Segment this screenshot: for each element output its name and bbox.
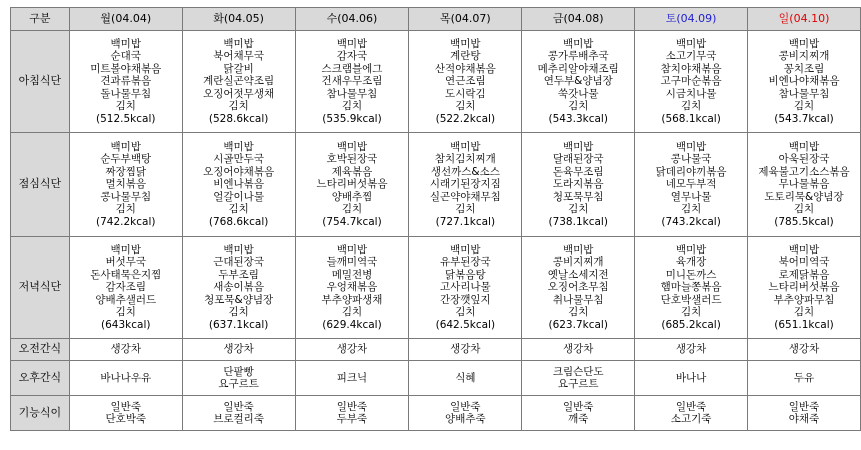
menu-item: (768.6kcal) bbox=[208, 215, 269, 228]
menu-cell-sat bbox=[635, 133, 748, 237]
menu-item: 간장깻잎지 bbox=[439, 293, 491, 306]
menu-item: 김치 bbox=[228, 306, 249, 319]
menu-item: 김치 bbox=[793, 306, 815, 319]
menu-item: 호박된장국 bbox=[326, 153, 378, 166]
menu-item: 백미밥 bbox=[562, 37, 594, 50]
menu-item: 스크램블에그 bbox=[321, 62, 383, 75]
menu-item: 소고기무국 bbox=[665, 50, 717, 63]
menu-item: 우엉채볶음 bbox=[326, 281, 378, 294]
menu-item: 김치 bbox=[455, 203, 476, 216]
menu-item: 닭볶음탕 bbox=[445, 268, 486, 281]
menu-item: 근대된장국 bbox=[213, 256, 264, 269]
menu-item: 김치 bbox=[680, 203, 702, 216]
menu-item: 감자국 bbox=[336, 50, 368, 63]
menu-item: (512.5kcal) bbox=[96, 112, 156, 125]
day-header-wed: 수(04.06) bbox=[295, 8, 409, 31]
menu-item: (738.1kcal) bbox=[548, 215, 608, 228]
menu-item: (785.5kcal) bbox=[774, 215, 834, 228]
menu-item: 부추양파생채 bbox=[321, 293, 383, 306]
menu-item: 고구마순볶음 bbox=[660, 75, 722, 88]
menu-cell-mon bbox=[69, 31, 182, 133]
menu-cell-sun bbox=[748, 31, 861, 133]
menu-cell-thu bbox=[409, 31, 522, 133]
menu-item: 네모두부적 bbox=[665, 178, 717, 191]
menu-item: 단호박죽 bbox=[105, 413, 147, 425]
menu-item: 돈육무조림 bbox=[552, 165, 604, 178]
menu-item: 요구르트 bbox=[557, 378, 599, 390]
menu-item: 메추리알야채조림 bbox=[537, 62, 619, 75]
menu-item: 연두부&양념장 bbox=[543, 75, 613, 88]
menu-item: 브로컬리죽 bbox=[213, 413, 264, 425]
menu-item: 실곤약야채무침 bbox=[429, 190, 501, 203]
menu-item: (543.7kcal) bbox=[774, 112, 834, 125]
menu-item: 취나물무침 bbox=[552, 293, 604, 306]
menu-item: 일반죽 bbox=[675, 400, 707, 413]
menu-item: 비엔나야채볶음 bbox=[768, 75, 840, 88]
menu-item: 양배추샐러드 bbox=[95, 293, 157, 306]
menu-item: 김치 bbox=[455, 100, 476, 113]
menu-item: (642.5kcal) bbox=[435, 318, 496, 331]
menu-cell-wed bbox=[295, 237, 409, 339]
menu-item: 순두부백탕 bbox=[100, 153, 152, 166]
menu-item: 백미밥 bbox=[336, 37, 368, 50]
menu-item: 바나나 bbox=[675, 371, 707, 384]
menu-item: 백미밥 bbox=[675, 37, 707, 50]
menu-item: 북어미역국 bbox=[778, 256, 830, 269]
menu-item: 피크닉 bbox=[336, 371, 368, 384]
menu-item: 요구르트 bbox=[218, 378, 259, 390]
menu-item: 김치 bbox=[568, 203, 589, 216]
menu-item: 김치 bbox=[568, 100, 589, 113]
menu-item: 생강차 bbox=[223, 343, 254, 356]
menu-item: 오징어야채볶음 bbox=[203, 165, 275, 178]
menu-cell-sat bbox=[635, 339, 748, 361]
menu-cell-tue bbox=[182, 237, 295, 339]
menu-item: 건새우무조림 bbox=[321, 75, 383, 88]
menu-item: 아욱된장국 bbox=[778, 153, 830, 166]
menu-item: 연근조림 bbox=[445, 75, 486, 88]
menu-item: 백미밥 bbox=[562, 243, 594, 256]
menu-cell-sun bbox=[748, 133, 861, 237]
menu-item: 일반죽 bbox=[450, 400, 481, 413]
morning-snack-row bbox=[11, 339, 861, 361]
menu-item: 김치 bbox=[568, 306, 589, 319]
menu-item: (543.3kcal) bbox=[548, 112, 608, 125]
menu-item: 짜장찜닭 bbox=[105, 165, 147, 178]
menu-cell-tue bbox=[182, 133, 295, 237]
menu-item: 멸치볶음 bbox=[105, 178, 147, 191]
menu-item: 감자조림 bbox=[105, 281, 147, 294]
day-header-sat: 토(04.09) bbox=[635, 8, 748, 31]
menu-item: 콩나물국 bbox=[670, 153, 712, 166]
menu-item: 바나나우유 bbox=[100, 371, 152, 384]
menu-item: 백미밥 bbox=[788, 140, 820, 153]
menu-item: 생강차 bbox=[110, 343, 141, 356]
menu-cell-fri bbox=[522, 133, 635, 237]
menu-item: 크림슨단도 bbox=[552, 365, 604, 378]
menu-cell-sun bbox=[748, 339, 861, 361]
menu-cell-sat bbox=[635, 396, 748, 431]
menu-item: 김치 bbox=[115, 306, 136, 319]
menu-item: 콩가루배추국 bbox=[547, 50, 609, 63]
menu-item: 제육불고기소스볶음 bbox=[758, 165, 850, 178]
menu-item: 김치 bbox=[341, 100, 363, 113]
menu-cell-mon bbox=[69, 396, 182, 431]
menu-item: 야채죽 bbox=[788, 413, 820, 425]
menu-item: 생강차 bbox=[675, 343, 707, 356]
menu-item: 메밀전병 bbox=[331, 268, 373, 281]
menu-item: 참나물무침 bbox=[326, 87, 378, 100]
menu-cell-mon bbox=[69, 237, 182, 339]
menu-item: 일반죽 bbox=[110, 400, 141, 413]
menu-item: 일반죽 bbox=[562, 400, 594, 413]
menu-item: 육개장 bbox=[675, 256, 707, 269]
menu-item: 견과류볶음 bbox=[100, 75, 152, 88]
menu-item: 유부된장국 bbox=[439, 256, 491, 269]
menu-item: 김치 bbox=[228, 203, 249, 216]
menu-item: 도라지볶음 bbox=[552, 178, 604, 191]
day-header-mon: 월(04.04) bbox=[69, 8, 182, 31]
menu-cell-mon bbox=[69, 339, 182, 361]
menu-item: 김치 bbox=[341, 203, 363, 216]
menu-item: 백미밥 bbox=[450, 243, 481, 256]
menu-item: 도시락김 bbox=[445, 87, 486, 100]
menu-cell-fri bbox=[522, 339, 635, 361]
menu-cell-wed bbox=[295, 31, 409, 133]
menu-item: 김치 bbox=[680, 306, 702, 319]
menu-item: 김치 bbox=[680, 100, 702, 113]
menu-item: 김치 bbox=[793, 100, 815, 113]
menu-item: 김치 bbox=[341, 306, 363, 319]
menu-item: 닭갈비 bbox=[223, 62, 254, 75]
menu-item: (643kcal) bbox=[101, 318, 151, 331]
menu-item: 두부조림 bbox=[218, 268, 259, 281]
menu-item: 백미밥 bbox=[110, 140, 141, 153]
menu-item: 햄마늘쫑볶음 bbox=[660, 281, 722, 294]
menu-item: 백미밥 bbox=[223, 37, 254, 50]
menu-cell-wed bbox=[295, 133, 409, 237]
menu-item: 백미밥 bbox=[788, 243, 820, 256]
row-label: 점심식단 bbox=[11, 133, 70, 237]
menu-item: 백미밥 bbox=[450, 140, 481, 153]
menu-item: (528.6kcal) bbox=[208, 112, 269, 125]
menu-item: 단호박샐러드 bbox=[660, 293, 722, 306]
menu-item: 새송이볶음 bbox=[213, 281, 264, 294]
menu-item: 산적야채볶음 bbox=[434, 62, 496, 75]
menu-item: 열무나물 bbox=[670, 190, 712, 203]
menu-item: 백미밥 bbox=[336, 140, 368, 153]
menu-item: (743.2kcal) bbox=[661, 215, 721, 228]
menu-item: 단팥빵 bbox=[223, 365, 254, 378]
menu-item: 북어채무국 bbox=[213, 50, 264, 63]
menu-cell-sat bbox=[635, 31, 748, 133]
menu-item: 무나물볶음 bbox=[778, 178, 830, 191]
menu-item: 백미밥 bbox=[110, 37, 141, 50]
menu-item: 김치 bbox=[793, 203, 815, 216]
row-label: 오후간식 bbox=[11, 361, 70, 396]
menu-item: 쑥갓나물 bbox=[557, 87, 599, 100]
menu-cell-fri bbox=[522, 31, 635, 133]
menu-item: 꽁치조림 bbox=[783, 62, 825, 75]
menu-item: 고사리나물 bbox=[439, 281, 491, 294]
menu-item: 김치 bbox=[455, 306, 476, 319]
menu-item: 김치 bbox=[115, 203, 136, 216]
day-header-tue: 화(04.05) bbox=[182, 8, 295, 31]
menu-item: 콩나물무침 bbox=[100, 190, 152, 203]
menu-item: 청포묵&양념장 bbox=[204, 293, 274, 306]
menu-item: 순대국 bbox=[110, 50, 141, 63]
menu-item: (535.9kcal) bbox=[322, 112, 382, 125]
day-header-fri: 금(04.08) bbox=[522, 8, 635, 31]
menu-cell-tue bbox=[182, 31, 295, 133]
menu-item: 계란탕 bbox=[450, 50, 481, 63]
menu-item: 생강차 bbox=[336, 343, 368, 356]
menu-item: 계란실곤약조림 bbox=[203, 75, 275, 88]
menu-item: 깨죽 bbox=[568, 413, 589, 425]
menu-item: 생강차 bbox=[450, 343, 481, 356]
menu-item: 일반죽 bbox=[223, 400, 254, 413]
menu-item: (637.1kcal) bbox=[208, 318, 269, 331]
menu-item: 청포묵무침 bbox=[552, 190, 604, 203]
menu-item: 백미밥 bbox=[562, 140, 594, 153]
menu-item: (629.4kcal) bbox=[322, 318, 382, 331]
menu-item: 얼갈이나물 bbox=[213, 190, 264, 203]
menu-item: 백미밥 bbox=[675, 140, 707, 153]
menu-cell-tue bbox=[182, 396, 295, 431]
menu-cell-wed bbox=[295, 396, 409, 431]
row-label: 오전간식 bbox=[11, 339, 70, 361]
dinner-row bbox=[11, 237, 861, 339]
menu-item: 미트볼야채볶음 bbox=[90, 62, 162, 75]
menu-item: 백미밥 bbox=[336, 243, 368, 256]
menu-item: 백미밥 bbox=[788, 37, 820, 50]
category-header: 구분 bbox=[11, 8, 70, 31]
menu-item: 백미밥 bbox=[223, 243, 254, 256]
row-label: 아침식단 bbox=[11, 31, 70, 133]
menu-cell-mon bbox=[69, 133, 182, 237]
meal-table-body bbox=[11, 31, 861, 431]
menu-item: (522.2kcal) bbox=[435, 112, 496, 125]
menu-item: 달래된장국 bbox=[552, 153, 604, 166]
menu-item: (651.1kcal) bbox=[774, 318, 834, 331]
menu-item: 백미밥 bbox=[223, 140, 254, 153]
day-header-sun: 일(04.10) bbox=[748, 8, 861, 31]
menu-cell-thu bbox=[409, 339, 522, 361]
menu-cell-sun bbox=[748, 237, 861, 339]
weekly-meal-table bbox=[10, 7, 861, 431]
menu-cell-sun bbox=[748, 361, 861, 396]
menu-item: 돈사태묵은지찜 bbox=[90, 268, 162, 281]
menu-cell-fri bbox=[522, 361, 635, 396]
menu-item: 오징어젓무생채 bbox=[203, 87, 275, 100]
menu-item: 닭데리야끼볶음 bbox=[655, 165, 727, 178]
menu-item: (742.2kcal) bbox=[96, 215, 156, 228]
menu-item: 양배추찜 bbox=[331, 190, 373, 203]
menu-item: 참치야채볶음 bbox=[660, 62, 722, 75]
menu-cell-wed bbox=[295, 361, 409, 396]
menu-cell-tue bbox=[182, 339, 295, 361]
menu-item: 소고기죽 bbox=[670, 413, 712, 425]
menu-cell-thu bbox=[409, 361, 522, 396]
lunch-row bbox=[11, 133, 861, 237]
menu-item: 양배추죽 bbox=[445, 413, 486, 425]
menu-item: 시골만두국 bbox=[213, 153, 264, 166]
menu-item: (727.1kcal) bbox=[435, 215, 496, 228]
menu-cell-thu bbox=[409, 396, 522, 431]
menu-item: 일반죽 bbox=[336, 400, 368, 413]
menu-item: 돌나물무침 bbox=[100, 87, 152, 100]
row-label: 저녁식단 bbox=[11, 237, 70, 339]
menu-item: 생선까스&소스 bbox=[430, 165, 500, 178]
menu-item: 생강차 bbox=[562, 343, 594, 356]
menu-item: 시래기된장지짐 bbox=[429, 178, 501, 191]
menu-item: 일반죽 bbox=[788, 400, 820, 413]
menu-item: 두부죽 bbox=[336, 413, 368, 425]
menu-item: (685.2kcal) bbox=[661, 318, 721, 331]
menu-cell-tue bbox=[182, 361, 295, 396]
menu-item: 도토리묵&양념장 bbox=[764, 190, 844, 203]
header-row bbox=[11, 8, 861, 31]
menu-item: 참나물무침 bbox=[778, 87, 830, 100]
menu-item: 로제닭볶음 bbox=[778, 268, 830, 281]
menu-item: 느타리버섯볶음 bbox=[768, 281, 840, 294]
menu-cell-sat bbox=[635, 361, 748, 396]
menu-item: 옛날소세지전 bbox=[547, 268, 609, 281]
day-header-thu: 목(04.07) bbox=[409, 8, 522, 31]
menu-item: 제육볶음 bbox=[331, 165, 373, 178]
menu-cell-sun bbox=[748, 396, 861, 431]
menu-item: 백미밥 bbox=[675, 243, 707, 256]
menu-cell-sat bbox=[635, 237, 748, 339]
functional-diet-row bbox=[11, 396, 861, 431]
menu-item: 버섯무국 bbox=[105, 256, 147, 269]
afternoon-snack-row bbox=[11, 361, 861, 396]
menu-item: (568.1kcal) bbox=[661, 112, 721, 125]
menu-item: 시금치나물 bbox=[665, 87, 717, 100]
menu-item: (623.7kcal) bbox=[548, 318, 608, 331]
menu-item: 미니돈까스 bbox=[665, 268, 717, 281]
menu-item: 김치 bbox=[115, 100, 136, 113]
menu-item: 콩비지찌개 bbox=[778, 50, 830, 63]
breakfast-row bbox=[11, 31, 861, 133]
menu-item: 오징어초무침 bbox=[547, 281, 609, 294]
menu-item: 두유 bbox=[793, 371, 815, 384]
menu-item: 생강차 bbox=[788, 343, 820, 356]
menu-item: (754.7kcal) bbox=[322, 215, 382, 228]
menu-item: 백미밥 bbox=[110, 243, 141, 256]
menu-item: 느타리버섯볶음 bbox=[316, 178, 388, 191]
menu-cell-wed bbox=[295, 339, 409, 361]
menu-cell-thu bbox=[409, 133, 522, 237]
menu-item: 비엔나볶음 bbox=[213, 178, 264, 191]
menu-item: 콩비지찌개 bbox=[552, 256, 604, 269]
menu-cell-fri bbox=[522, 396, 635, 431]
menu-item: 참치김치찌개 bbox=[434, 153, 496, 166]
row-label: 기능식이 bbox=[11, 396, 70, 431]
menu-item: 김치 bbox=[228, 100, 249, 113]
menu-cell-mon bbox=[69, 361, 182, 396]
menu-item: 백미밥 bbox=[450, 37, 481, 50]
menu-cell-thu bbox=[409, 237, 522, 339]
menu-item: 식혜 bbox=[455, 371, 476, 384]
menu-item: 들깨미역국 bbox=[326, 256, 378, 269]
menu-item: 부추양파무침 bbox=[773, 293, 835, 306]
menu-cell-fri bbox=[522, 237, 635, 339]
